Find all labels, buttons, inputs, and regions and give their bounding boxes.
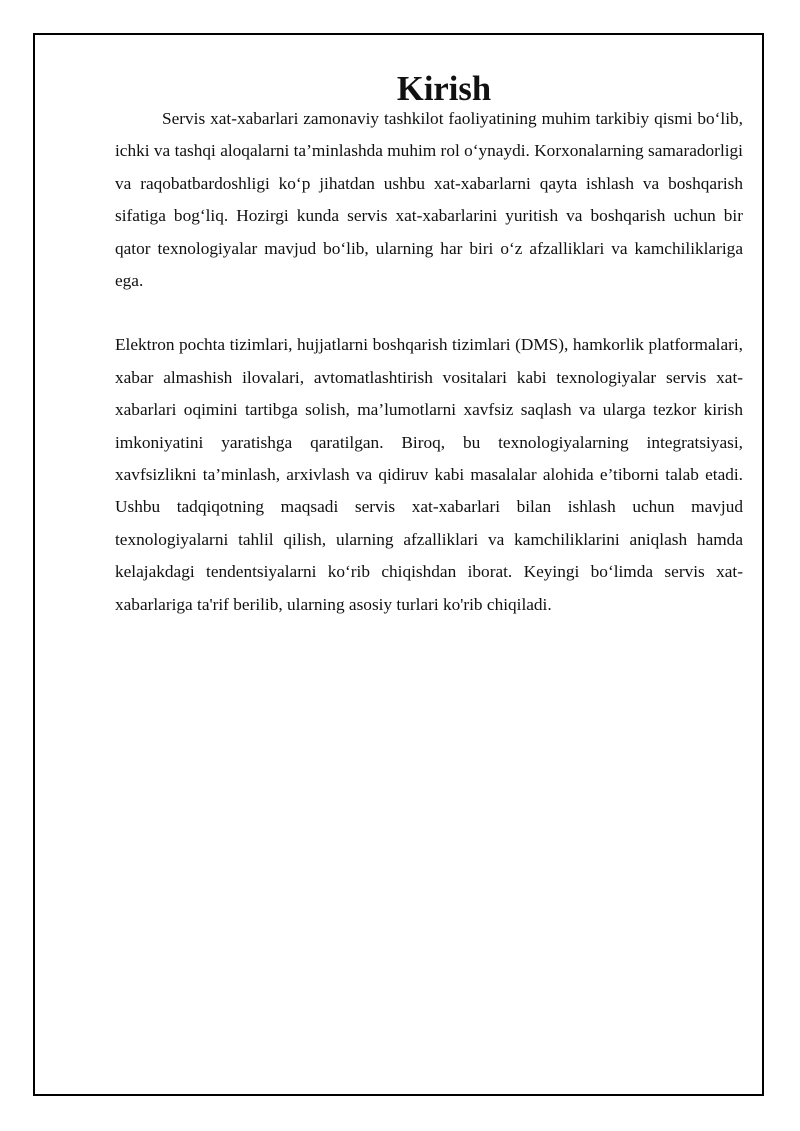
document-body (115, 70, 743, 621)
paragraph-technologies: Elektron pochta tizimlari, hujjatlarni boshqarish tizimlari (DMS), hamkorlik platformalari, xabar almashish ilovalari, avtomatlashtirish vositalari kabi texnologiyalar servis xat-xabarlari oqimini tartibga solish, ma’lumotlarni xavfsiz saqlash va ularga tezkor kirish imkoniyatini yaratishga qaratilgan. Biroq, bu texnologiyalarning integratsiyasi, xavfsizlikni ta’minlash, arxivlash va qidiruv kabi masalalar alohida e’tiborni talab etadi. Ushbu tadqiqotning maqsadi servis xat-xabarlari bilan ishlash uchun mavjud texnologiyalarni tahlil qilish, ularning afzalliklari va kamchiliklarini aniqlash hamda kelajakdagi tendentsiyalarni ko‘rib chiqishdan iborat. Keyingi bo‘limda servis xat-xabarlariga ta'rif berilib, ularning asosiy turlari ko'rib chiqiladi. (115, 335, 743, 614)
paragraph-intro: Servis xat-xabarlari zamonaviy tashkilot faoliyatining muhim tarkibiy qismi bo‘lib, ichki va tashqi aloqalarni ta’minlashda muhim rol o‘ynaydi. Korxonalarning samaradorligi va raqobatbardoshligi ko‘p jihatdan ushbu xat-xabarlarni qayta ishlash va boshqarish sifatiga bog‘liq. Hozirgi kunda servis xat-xabarlarini yuritish va boshqarish uchun bir qator texnologiyalar mavjud bo‘lib, ularning har biri o‘z afzalliklari va kamchiliklariga ega. (115, 109, 743, 291)
document-title: Kirish (396, 70, 492, 108)
